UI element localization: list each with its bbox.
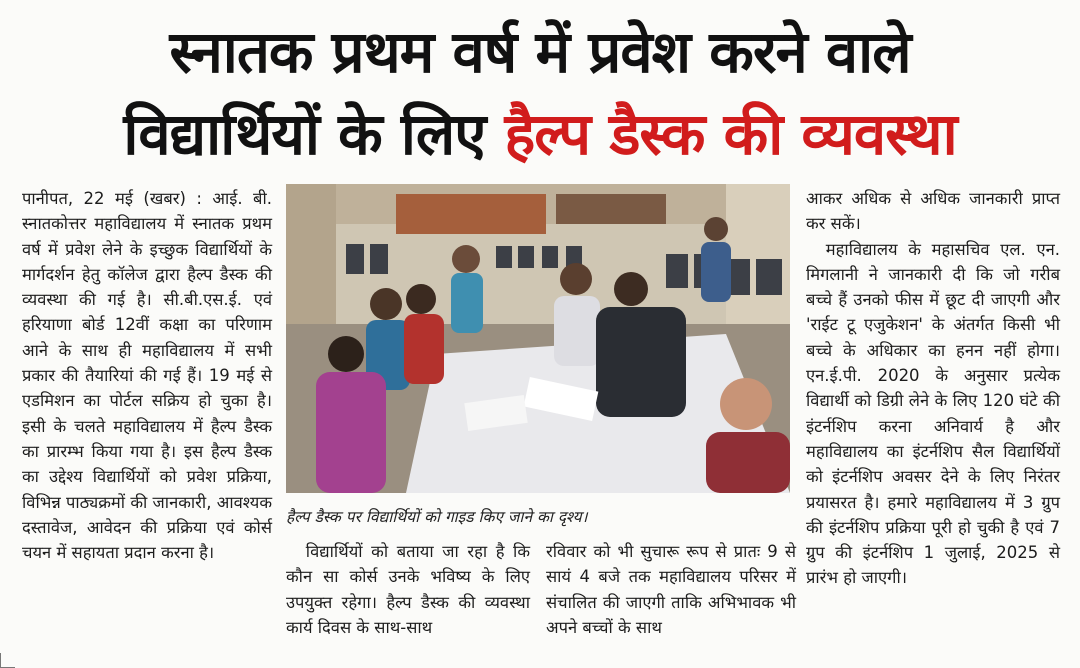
article-column-2 [286, 539, 530, 640]
col3-paragraph: रविवार को भी सुचारू रूप से प्रातः 9 से सायं 4 बजे तक महाविद्यालय परिसर में संचालित की जाएगी ताकि अभिभावक भी अपने बच्चों के साथ [546, 542, 796, 637]
crop-corner-mark [0, 653, 15, 668]
headline-line-2 [0, 96, 1080, 172]
headline-line-2-red: हैल्प डैस्क की व्यवस्था [504, 100, 957, 168]
col1-paragraph: पानीपत, 22 मई (खबर) : आई. बी. स्नातकोत्तर महाविद्यालय में स्नातक प्रथम वर्ष में प्रवेश लेने के इच्छुक विद्यार्थियों के मार्गदर्शन हेतु कॉलेज द्वारा हैल्प डैस्क की व्यवस्था की गई है। सी.बी.एस.ई. एवं हरियाणा बोर्ड 12वीं कक्षा का परिणाम आने के साथ ही महाविद्यालय में सभी प्रकार की तैयारियां की गई हैं। 19 मई से एडमिशन का पोर्टल सक्रिय हो चुका है। इसी के चलते महाविद्यालय में हैल्प डैस्क का प्रारम्भ किया गया है। इस हैल्प डैस्क का उद्देश्य विद्यार्थियों को प्रवेश प्रक्रिया, विभिन्न पाठ्यक्रमों की जानकारी, आवश्यक दस्तावेज, आवेदन की प्रक्रिया एवं कोर्स चयन में सहायता प्रदान करना है। [22, 189, 272, 563]
article-column-1 [22, 186, 272, 565]
headline-line-1: स्नातक प्रथम वर्ष में प्रवेश करने वाले [169, 18, 911, 86]
col2-paragraph: विद्यार्थियों को बताया जा रहा है कि कौन सा कोर्स उनके भविष्य के लिए उपयुक्त रहेगा। हैल्प डैस्क की व्यवस्था कार्य दिवस के साथ-साथ [286, 542, 530, 637]
col4-paragraph-1: आकर अधिक से अधिक जानकारी प्राप्त कर सकें। [806, 189, 1060, 234]
photo-caption: हैल्प डैस्क पर विद्यार्थियों को गाइड किए जाने का दृश्य। [286, 508, 588, 526]
col4-paragraph-2: महाविद्यालय के महासचिव एल. एन. मिगलानी ने जानकारी दी कि जो गरीब बच्चे हैं उनको फीस में छूट दी जाएगी और 'राईट टू एजुकेशन' के अंतर्गत किसी भी बच्चे के अधिकार का हनन नहीं होगा। एन.ई.पी. 2020 के अनुसार प्रत्येक विद्यार्थी को डिग्री लेने के लिए 120 घंटे की इंटर्नशिप करना अनिवार्य है और महाविद्यालय का इंटर्नशिप सैल विद्यार्थियों को इंटर्नशिप अवसर देने के लिए निरंतर प्रयासरत है। हमारे महाविद्यालय में 3 ग्रुप की इंटर्नशिप प्रक्रिया पूरी हो चुकी है एवं 7 ग्रुप की इंटर्नशिप 1 जुलाई, 2025 से प्रारंभ हो जाएगी। [806, 239, 1060, 588]
help-desk-photo-illustration [286, 184, 790, 493]
news-photo [286, 184, 790, 493]
headline-line-2-black: विद्यार्थियों के लिए [123, 100, 486, 168]
article-column-3 [546, 539, 796, 640]
article-column-4 [806, 186, 1060, 591]
